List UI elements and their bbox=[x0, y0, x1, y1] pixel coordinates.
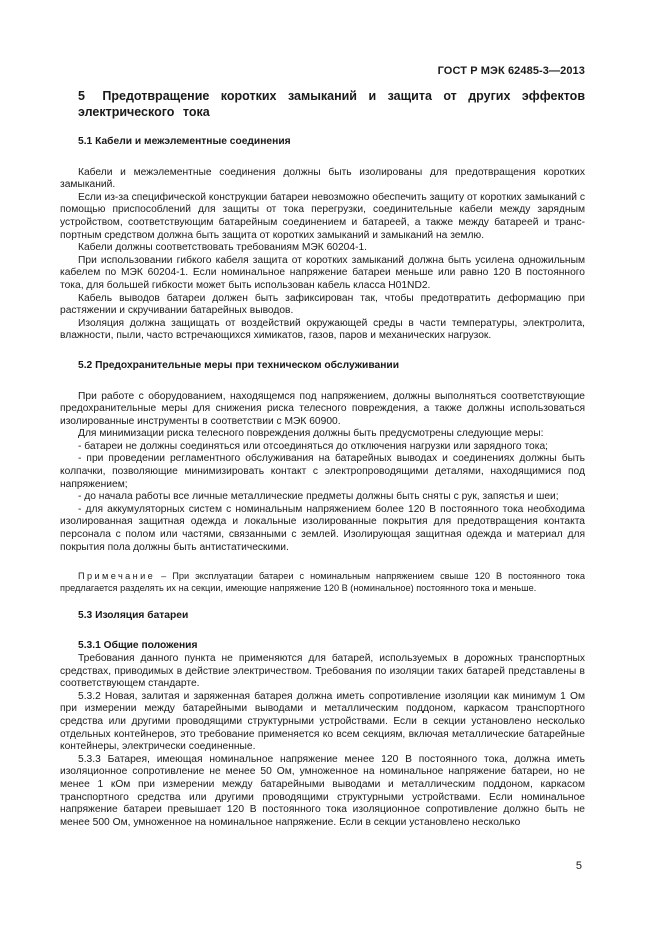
page-number: 5 bbox=[575, 860, 582, 872]
list-item: - до начала работы все личные металлические предметы должны быть сняты с рук, запястья и шеи; bbox=[78, 491, 559, 503]
paragraph: Кабели и межэлементные соединения должны быть изолированы для предотвращения коротких замыканий. bbox=[60, 166, 585, 191]
paragraph: При использовании гибкого кабеля защита от коротких замыканий должна быть усилена одножильным кабелем по МЭК 60204-1. Если номинальное напряжение батареи меньше или равно 120 В постоянного тока, для большей гибкости может быть использован кабель класса H01ND2. bbox=[60, 254, 585, 291]
note-text: – При эксплуатации батареи с номинальным напряжением свыше 120 В постоянного тока предлагается разделять их на секции, имеющие напряжение 120 В (номинальное) постоянного тока и меньше. bbox=[60, 571, 585, 593]
paragraph: Изоляция должна защищать от воздействий окружающей среды в части температуры, электролита, влажности, пыли, часто встречающихся химикатов, газов, паров и механических нагрузок. bbox=[60, 317, 585, 342]
list-item: - для аккумуляторных систем с номинальным напряжением более 120 В постоянного тока необходима изолированная защитная одежда и локальные изолированные покрытия для предотвращения контакта персонала с полом или частями, связанными с землей. Изолирующая защитная одежда и материал для покрытия пола должны быть антистатическими. bbox=[60, 503, 585, 553]
subsection-5-2-body bbox=[60, 391, 585, 555]
subsection-5-3-title: 5.3 Изоляция батареи bbox=[78, 609, 189, 621]
paragraph: При работе с оборудованием, находящемся под напряжением, должны выполняться соответствующие предохранительные меры для снижения риска телесного повреждения, а также должны использоваться изолированные инструменты в соответствии с МЭК 60900. bbox=[60, 390, 585, 427]
paragraph: 5.3.2 Новая, залитая и заряженная батарея должна иметь сопротивление изоляции как минимум 1 Ом при измерении между батарейными выводами и металлическим поддоном, каркасом транспортного средства или другими проводящими структурными устройствами. Если в секции установлено несколько отдельных контейнеров, это требование применяется ко всем секциям, включая металлические батарейные контейнеры, электрически соединенные. bbox=[60, 690, 585, 753]
paragraph: Если из-за специфической конструкции батареи невозможно обеспечить защиту от коротких замыканий с помощью приспособлений для защиты от тока перегрузки, соединительные кабели между зарядным устройством, соответствующим батарейным соединением и батареей, а также между батареей и транс-портным средством должна быть защита от коротких замыканий и замыканий на землю. bbox=[60, 191, 585, 241]
page-content bbox=[60, 88, 585, 829]
subsection-5-3-1-title: 5.3.1 Общие положения bbox=[78, 640, 198, 652]
subsection-5-1-body bbox=[60, 167, 585, 343]
paragraph: 5.3.3 Батарея, имеющая номинальное напряжение менее 120 В постоянного тока, должна иметь изоляционное сопротивление не менее 50 Ом, умноженное на номинальное напряжение батареи, но не менее 1 кОм при измерении между батарейными выводами и металлическим поддоном, каркасом транспортного средства или другими проводящими структурными устройствами. Если номинальное напряжение батареи превышает 120 В постоянного тока изоляционное сопротивление должно быть не менее 500 Ом, умноженное на номинальное напряжение. Если в секции установлено несколько bbox=[60, 753, 585, 828]
note bbox=[60, 571, 585, 594]
list-item: - батареи не должны соединяться или отсоединяться до отключения нагрузки или зарядного тока; bbox=[78, 440, 549, 452]
section-number: 5 bbox=[78, 89, 85, 103]
subsection-5-2-title: 5.2 Предохранительные меры при техническом обслуживании bbox=[78, 359, 399, 371]
section-heading bbox=[60, 88, 585, 120]
paragraph: Для минимизации риска телесного повреждения должны быть предусмотрены следующие меры: bbox=[78, 428, 544, 440]
list-item: - при проведении регламентного обслуживания на батарейных выводах и соединениях должны быть колпачки, позволяющие минимизировать контакт с электропроводящими деталями, находящимися под напряжением; bbox=[60, 453, 585, 490]
note-label: Примечание bbox=[78, 571, 156, 582]
paragraph: Требования данного пункта не применяются для батарей, используемых в дорожных транспортных средствах, приводимых в действие электричеством. Требования по изоляции таких батарей представлены в соответствующем стандарте. bbox=[60, 653, 585, 690]
standard-header: ГОСТ Р МЭК 62485-3—2013 bbox=[437, 65, 585, 77]
section-title: Предотвращение коротких замыканий и защита от других эффектов электрического тока bbox=[78, 89, 586, 119]
subsection-5-1-title: 5.1 Кабели и межэлементные соединения bbox=[78, 136, 291, 147]
paragraph: Кабель выводов батареи должен быть зафиксирован так, чтобы предотвратить деформацию при растяжении и скручивании батарейных выводов. bbox=[60, 292, 585, 317]
paragraph: Кабели должны соответствовать требованиям МЭК 60204-1. bbox=[78, 242, 368, 254]
